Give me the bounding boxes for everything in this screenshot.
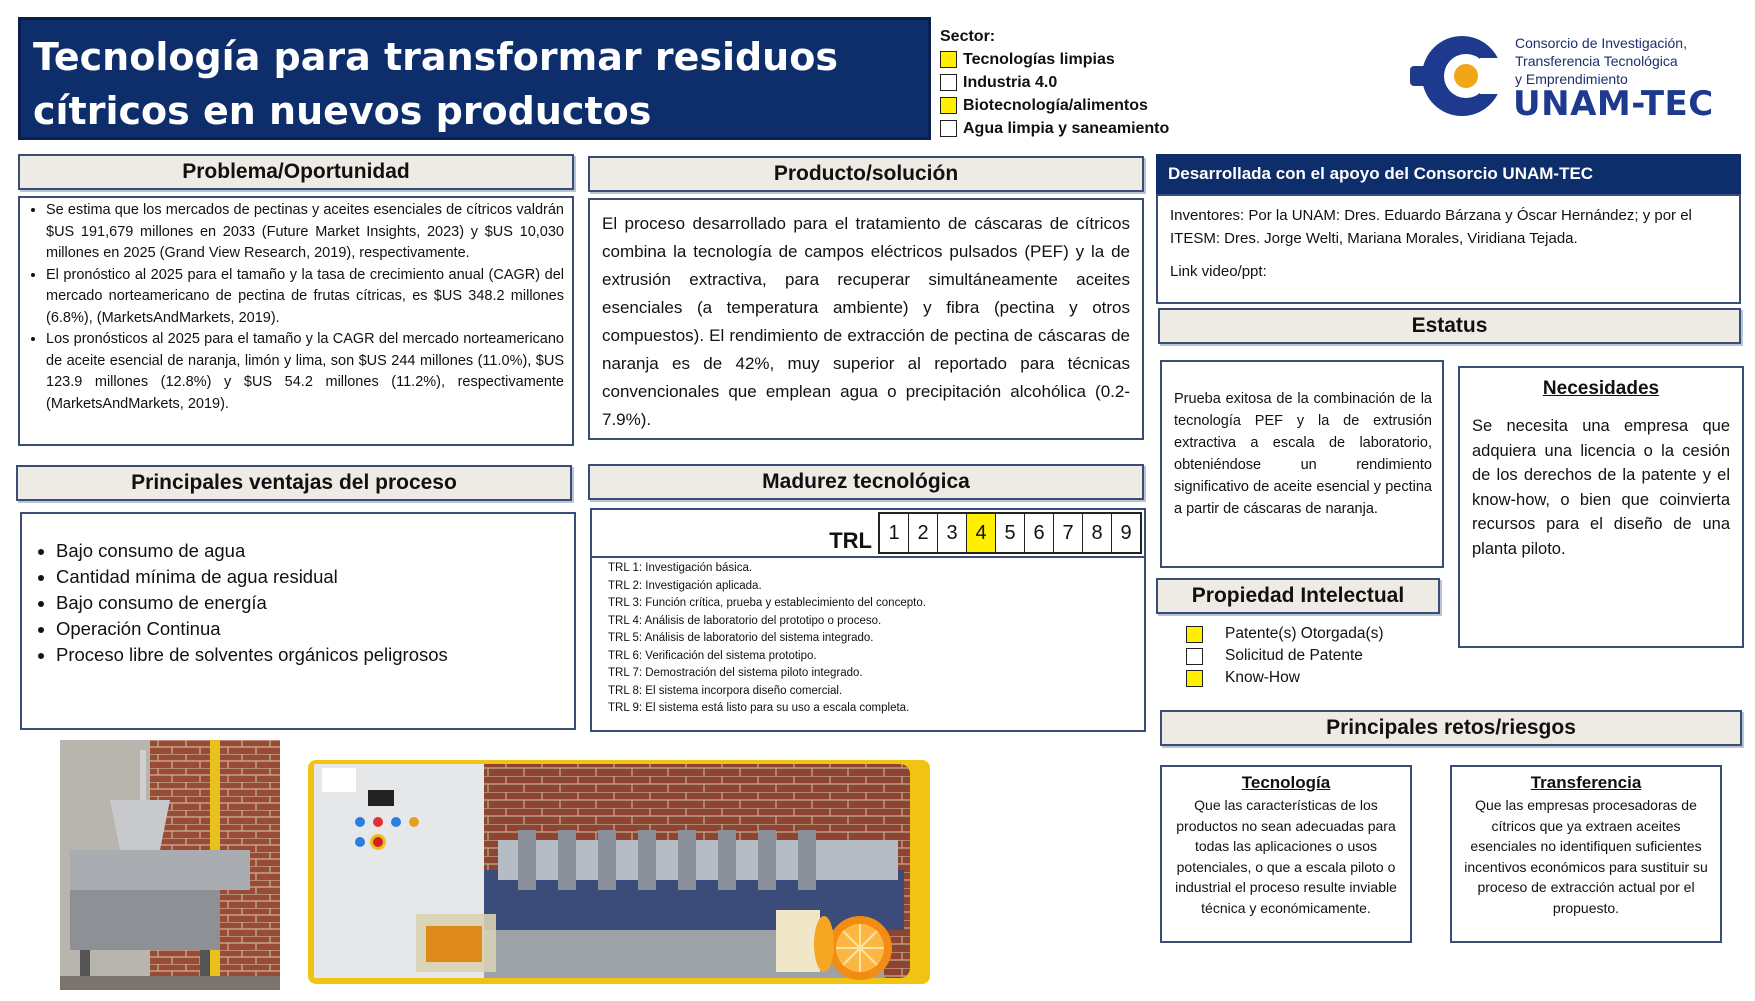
trl-description: TRL 7: Demostración del sistema piloto integrado. [608, 667, 863, 679]
propiedad-label: Solicitud de Patente [1225, 647, 1363, 664]
sector-item [940, 94, 1200, 117]
retos-transferencia-text: Que las empresas procesadoras de cítricos que ya extraen aceites esenciales no identifiquen suficientes incentivos económicos para sustituir su proceso de extracción actual por el propuesto. [1464, 797, 1708, 916]
title-banner [18, 17, 931, 140]
trl-description: TRL 1: Investigación básica. [608, 562, 753, 574]
list-item: • Operación Continua [56, 616, 574, 642]
extruder-photo [60, 740, 280, 990]
sector-heading: Sector: [940, 28, 996, 45]
producto-text: El proceso desarrollado para el tratamiento de cáscaras de cítricos combina la tecnología de campos eléctricos pulsados (PEF) y la de extrusión extractiva, para recuperar simultáneamente aceites esenciales (a temperatura ambiente) y fibra (pectina y otros compuestos). El rendimiento de extracción de pectina de cáscaras de naranja es de 42%, muy superior al reportado para técnicas convencionales que emplean agua o precipitación alcohólica (0.2-7.9%). [588, 198, 1144, 440]
problema-list [20, 200, 564, 415]
checkbox-checked-icon [1186, 626, 1203, 643]
trl-level-cell: 7 [1053, 514, 1082, 552]
page-title-line1: Tecnología para transformar residuos [33, 35, 838, 79]
trl-level-cell: 8 [1082, 514, 1111, 552]
trl-level-cell: 5 [995, 514, 1024, 552]
trl-label: TRL [829, 528, 872, 553]
trl-description: TRL 2: Investigación aplicada. [608, 579, 762, 592]
list-item: • Los pronósticos al 2025 para el tamaño y la CAGR del mercado norteamericano de aceite esencial de naranja, limón y lima, son $US 244 millones (11.0%), $US 123.9 millones (12.8%) y $US 54.2 millones (11.2%), respectivamente (MarketsAndMarkets, 2019). [46, 329, 564, 415]
producto-heading: Producto/solución [588, 156, 1144, 192]
trl-description: TRL 5: Análisis de laboratorio del sistema integrado. [608, 632, 874, 644]
logo-caption [1515, 34, 1687, 88]
ventajas-box [20, 512, 576, 730]
list-item [1186, 623, 1446, 645]
trl-description: TRL 6: Verificación del sistema prototipo. [608, 649, 817, 662]
trl-description: TRL 3: Función crítica, prueba y establecimiento del concepto. [608, 597, 926, 609]
trl-descriptions [592, 558, 1144, 720]
propiedad-list [1186, 623, 1446, 689]
list-item: • Bajo consumo de energía [56, 590, 574, 616]
trl-level-cell: 3 [937, 514, 966, 552]
list-item: • Cantidad mínima de agua residual [56, 564, 574, 590]
sector-legend [940, 28, 1200, 140]
logo-line2: Transferencia Tecnológica [1515, 53, 1678, 69]
logo-mark-icon [1410, 28, 1510, 124]
retos-tecnologia-box [1160, 765, 1412, 943]
necesidades-heading: Necesidades [1542, 378, 1660, 399]
estatus-text: Prueba exitosa de la combinación de la tecnología PEF y la de extrusión extractiva a escala de laboratorio, obteniéndose un rendimiento significativo de aceite esencial y pectina a partir de cáscaras de naranja. [1160, 360, 1444, 568]
page-title-line2: cítricos en nuevos productos [33, 89, 652, 133]
retos-transferencia-box [1450, 765, 1722, 943]
necesidades-text: Se necesita una empresa que adquiera una licencia o la cesión de los derechos de la patente y el know-how, o bien que coinvierta recursos para el diseño de una planta piloto. [1472, 417, 1730, 558]
process-line-photo [308, 760, 930, 984]
retos-tecnologia-text: Que las características de los productos no sean adecuadas para todas las aplicaciones o usos potenciales, o que a escala piloto o industrial el proceso resulte inviable técnica y económicamente. [1175, 797, 1397, 916]
list-item: • Bajo consumo de agua [56, 538, 574, 564]
logo-line1: Consorcio de Investigación, [1515, 35, 1687, 51]
trl-scale [592, 510, 1144, 554]
retos-transferencia-title: Transferencia [1530, 773, 1642, 792]
list-item: • Proceso libre de solventes orgánicos peligrosos [56, 642, 574, 668]
logo-name: UNAM-TEC [1513, 84, 1714, 124]
list-item [1186, 645, 1446, 667]
checkbox-checked-icon [940, 97, 957, 114]
list-item: • El pronóstico al 2025 para el tamaño y la tasa de crecimiento anual (CAGR) del mercado norteamericano de pectina de frutas cítricas, es $US 348.2 millones (6.8%), (MarketsAndMarkets, 2019). [46, 265, 564, 330]
trl-description: TRL 8: El sistema incorpora diseño comercial. [608, 684, 843, 697]
trl-cells [878, 512, 1142, 554]
sector-item [940, 71, 1200, 94]
sector-label: Tecnologías limpias [963, 50, 1115, 68]
checkbox-checked-icon [940, 51, 957, 68]
link-label: Link video/ppt: [1170, 263, 1267, 280]
estatus-heading: Estatus [1158, 308, 1741, 344]
retos-tecnologia-title: Tecnología [1241, 773, 1331, 792]
apoyo-box [1156, 194, 1741, 304]
logo-line3: y Emprendimiento [1515, 71, 1628, 87]
trl-description: TRL 4: Análisis de laboratorio del prototipo o proceso. [608, 614, 882, 627]
process-line-image [308, 760, 930, 984]
ventajas-list [22, 538, 574, 668]
madurez-box [590, 508, 1146, 732]
sector-label: Agua limpia y saneamiento [963, 119, 1170, 137]
sector-label: Industria 4.0 [963, 73, 1058, 91]
sector-item [940, 117, 1200, 140]
checkbox-empty-icon [1186, 648, 1203, 665]
checkbox-empty-icon [940, 120, 957, 137]
list-item [1186, 667, 1446, 689]
checkbox-checked-icon [1186, 670, 1203, 687]
necesidades-box [1458, 366, 1744, 648]
trl-level-cell: 4 [966, 514, 995, 552]
trl-level-cell: 2 [908, 514, 937, 552]
propiedad-label: Patente(s) Otorgada(s) [1225, 625, 1384, 642]
checkbox-empty-icon [940, 74, 957, 91]
madurez-heading: Madurez tecnológica [588, 464, 1144, 500]
trl-level-cell: 9 [1111, 514, 1140, 552]
ventajas-heading: Principales ventajas del proceso [16, 465, 572, 501]
apoyo-heading: Desarrollada con el apoyo del Consorcio UNAM-TEC [1156, 154, 1741, 194]
propiedad-heading: Propiedad Intelectual [1156, 578, 1440, 614]
unam-tec-logo [1410, 28, 1750, 128]
trl-description: TRL 9: El sistema está listo para su uso a escala completa. [608, 702, 910, 714]
list-item: • Se estima que los mercados de pectinas y aceites esenciales de cítricos valdrán $US 191,679 millones en 2033 (Future Market Insights, 2023) y $US 10,030 millones en 2025 (Grand View Research, 2019), respectivamente. [46, 200, 564, 265]
sector-item [940, 48, 1200, 71]
trl-level-cell: 6 [1024, 514, 1053, 552]
problema-heading: Problema/Oportunidad [18, 154, 574, 190]
propiedad-label: Know-How [1225, 669, 1300, 686]
sector-label: Biotecnología/alimentos [963, 96, 1148, 114]
trl-level-cell: 1 [888, 521, 900, 544]
extruder-photo-image [60, 740, 280, 990]
retos-heading: Principales retos/riesgos [1160, 710, 1742, 746]
inventores-text: Inventores: Por la UNAM: Dres. Eduardo Bárzana y Óscar Hernández; y por el ITESM: Dres. Jorge Welti, Mariana Morales, Viridiana Tejada. [1170, 207, 1692, 247]
problema-box [18, 196, 574, 446]
